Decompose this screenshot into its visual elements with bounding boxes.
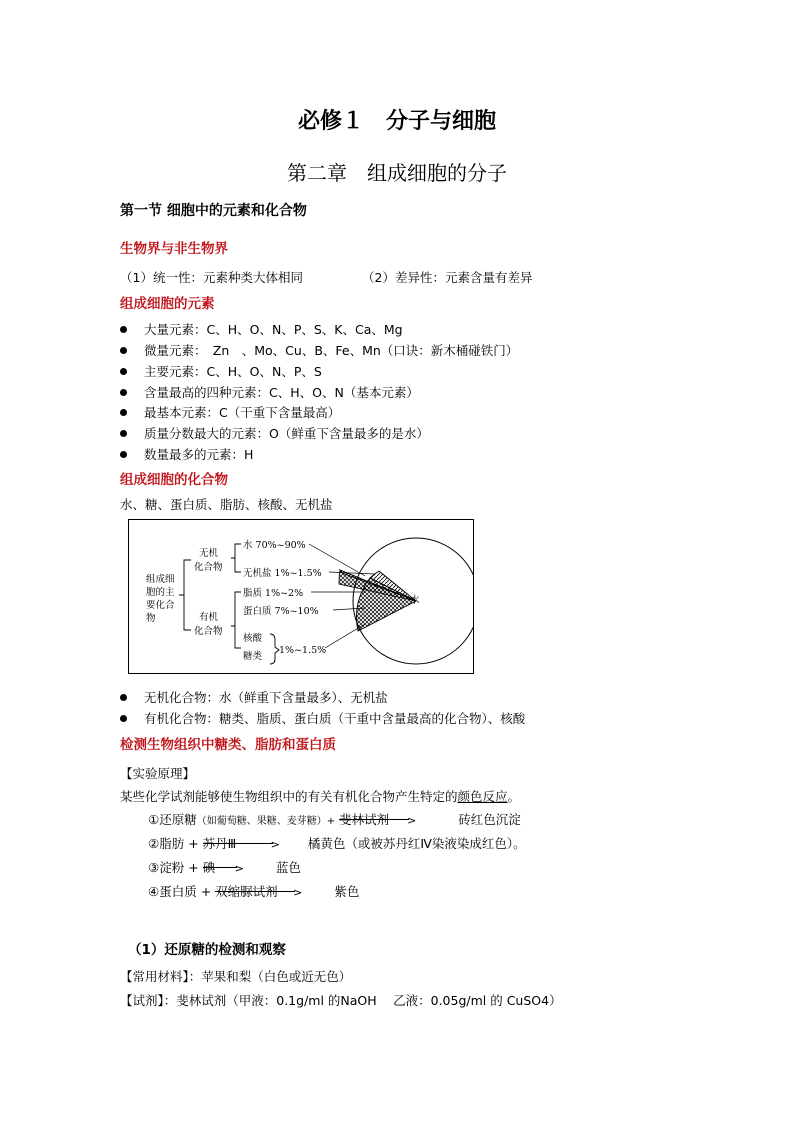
protein-label: 蛋白质 7%~10% <box>243 606 319 617</box>
root-label-3: 要化合 <box>146 600 175 611</box>
leader-nucsugar <box>325 624 365 648</box>
material-text: 【常用材料】：苹果和梨（白色或近无色） <box>120 969 352 984</box>
reagent-text: 【试剂】：斐林试剂（甲液：0.1g/ml 的NaOH 乙液：0.05g/ml 的 CuSO4） <box>120 993 562 1008</box>
unity-text: （1）统一性：元素种类大体相同 <box>120 270 303 285</box>
compound-diagram <box>129 520 473 673</box>
bullet-icon <box>120 326 127 333</box>
reaction-arrow: 双缩脲试剂 <box>215 882 297 900</box>
organic-brace <box>231 592 241 648</box>
fat-label: 脂质 1%~2% <box>243 588 304 599</box>
nucsugar-brace <box>270 634 279 664</box>
reaction-arrow: 斐林试剂 <box>339 810 411 828</box>
list-item: 有机化合物：糖类、脂质、蛋白质（干重中含量最高的化合物）、核酸 <box>120 709 525 727</box>
reaction-row: ②脂肪 + 苏丹Ⅲ > 橘黄色（或被苏丹红Ⅳ染液染成红色）。 <box>148 836 526 851</box>
organic-label-1: 有机 <box>199 612 219 623</box>
list-item: 微量元素： Zn 、Mo、Cu、B、Fe、Mn（口诀：新木桶碰铁门） <box>120 341 518 359</box>
nucsugar-pct-label: 1%~1.5% <box>279 645 327 656</box>
list-item: 无机化合物：水（鲜重下含量最多）、无机盐 <box>120 688 388 706</box>
arrow-icon: > <box>407 814 417 827</box>
heading-bio-nonbio: 生物界与非生物界 <box>120 241 228 257</box>
arrow-icon: > <box>293 886 303 899</box>
heading-detect: 检测生物组织中糖类、脂肪和蛋白质 <box>120 737 336 753</box>
section-title: 第一节 细胞中的元素和化合物 <box>120 203 307 219</box>
list-item: 主要元素：C、H、O、N、P、S <box>120 362 322 380</box>
compounds-list: 水、糖、蛋白质、脂肪、核酸、无机盐 <box>120 497 333 512</box>
root-label-4: 物 <box>146 613 156 624</box>
bullet-icon <box>120 715 127 722</box>
page-title: 必修１ 分子与细胞 <box>297 109 496 134</box>
subsection-title: （1）还原糖的检测和观察 <box>128 942 286 958</box>
bullet-icon <box>120 347 127 354</box>
list-item: 数量最多的元素：H <box>120 445 253 463</box>
root-label-2: 胞的主 <box>146 587 175 598</box>
reaction-arrow: 苏丹Ⅲ <box>203 834 275 852</box>
inorganic-brace <box>231 544 241 572</box>
reaction-row: ④蛋白质 + 双缩脲试剂 > 紫色 <box>148 884 360 899</box>
sugar-label: 糖类 <box>243 651 263 662</box>
principle-text: 某些化学试剂能够使生物组织中的有关有机化合物产生特定的颜色反应。 <box>120 789 521 804</box>
list-item: 最基本元素：C（干重下含量最高） <box>120 403 340 421</box>
bullet-icon <box>120 389 127 396</box>
heading-elements: 组成细胞的元素 <box>120 296 215 312</box>
compound-figure <box>128 519 474 674</box>
diversity-text: （2）差异性：元素含量有差异 <box>362 270 533 285</box>
inorganic-label-1: 无机 <box>199 548 219 559</box>
water-label: 水 70%~90% <box>243 540 306 551</box>
arrow-icon: > <box>270 838 280 851</box>
organic-label-2: 化合物 <box>194 626 223 637</box>
chapter-title: 第二章 组成细胞的分子 <box>287 161 507 185</box>
reaction-arrow: 碘 <box>203 858 239 876</box>
bullet-icon <box>120 368 127 375</box>
reaction-row: ①还原糖（如葡萄糖、果糖、麦芽糖）+ 斐林试剂 > 砖红色沉淀 <box>148 812 521 827</box>
bullet-icon <box>120 694 127 701</box>
list-item: 大量元素：C、H、O、N、P、S、K、Ca、Mg <box>120 320 403 338</box>
bullet-icon <box>120 409 127 416</box>
nucleic-label: 核酸 <box>243 633 263 644</box>
bullet-icon <box>120 430 127 437</box>
root-brace <box>179 560 191 630</box>
inorganic-label-2: 化合物 <box>194 562 223 573</box>
bullet-icon <box>120 451 127 458</box>
root-label-1: 组成细 <box>146 574 175 585</box>
salt-label: 无机盐 1%~1.5% <box>243 568 322 579</box>
heading-compounds: 组成细胞的化合物 <box>120 472 228 488</box>
list-item: 质量分数最大的元素：O（鲜重下含量最多的是水） <box>120 424 429 442</box>
pie-water-label: 水 <box>410 595 420 606</box>
list-item: 含量最高的四种元素：C、H、O、N（基本元素） <box>120 383 419 401</box>
principle-heading: 【实验原理】 <box>120 766 196 781</box>
reaction-row: ③淀粉 + 碘 > 蓝色 <box>148 860 301 875</box>
arrow-icon: > <box>234 862 244 875</box>
